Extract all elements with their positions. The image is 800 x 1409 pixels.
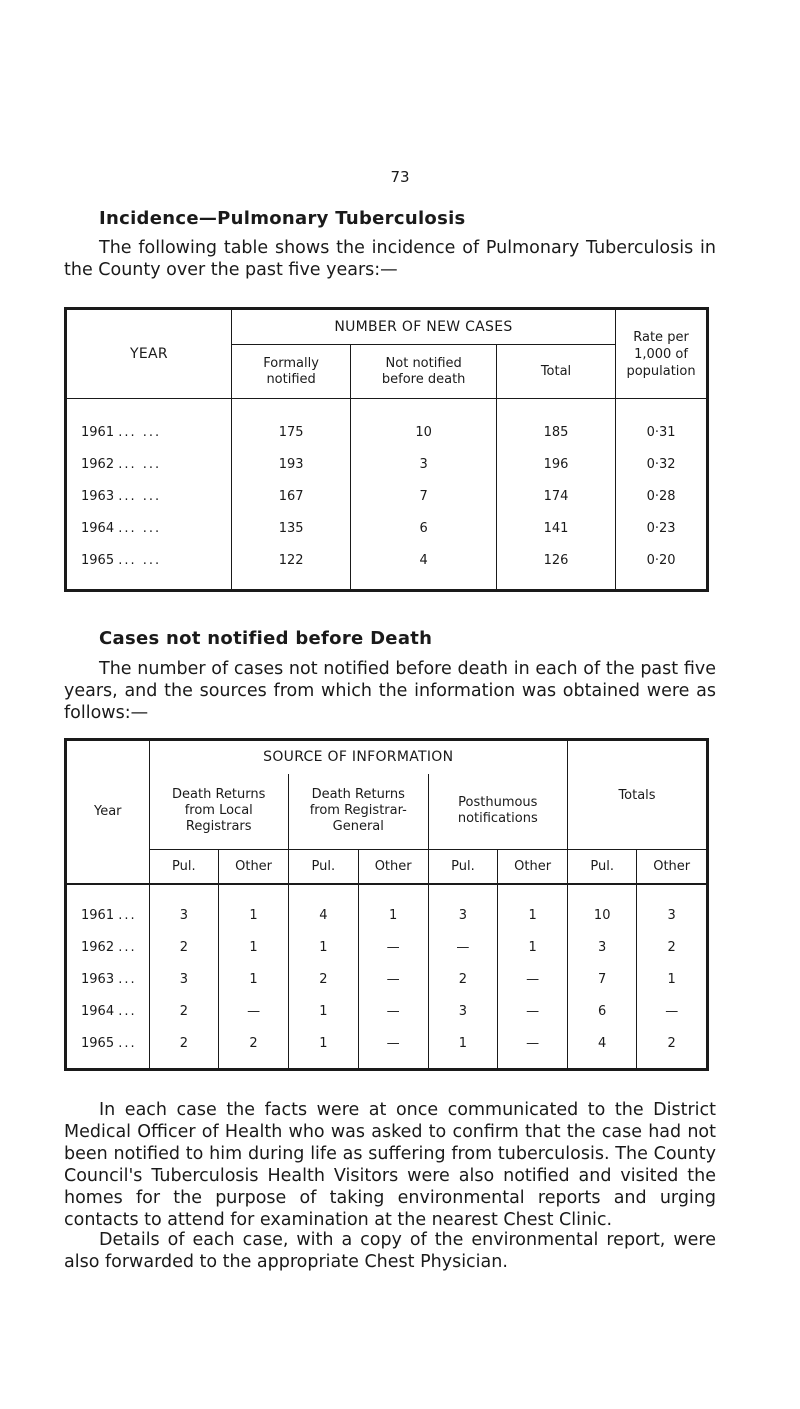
col-header-new-cases: NUMBER OF NEW CASES bbox=[231, 309, 615, 345]
page-number: 73 bbox=[390, 168, 410, 186]
table-row: 1964 ... 2 — 1 — 3 — 6 — bbox=[66, 996, 708, 1028]
table-row: 1964 ... ... 135 6 141 0·23 bbox=[66, 513, 708, 545]
closing-paragraph-1: In each case the facts were at once communicated to the District Medical Officer of Health who was asked to confirm that the case had not been notified to him during life as suffering from tuberculosis. The County Council's Tuberculosis Health Visitors were also notified and visited the homes for the purpose of taking environmental reports and urging contacts to attend for examination at the nearest Chest Clinic. bbox=[64, 1100, 716, 1230]
sub-header-pul: Pul. bbox=[149, 850, 219, 884]
sub-header-other: Other bbox=[358, 850, 428, 884]
col-header-posthumous: Posthumous notifications bbox=[428, 774, 567, 850]
table-row: 1963 ... 3 1 2 — 2 — 7 1 bbox=[66, 964, 708, 996]
source-table bbox=[64, 738, 709, 1071]
col-header-totals: Totals bbox=[568, 740, 708, 850]
col-header-total: Total bbox=[496, 345, 615, 399]
sub-header-other: Other bbox=[498, 850, 568, 884]
table-row: 1963 ... ... 167 7 174 0·28 bbox=[66, 481, 708, 513]
closing-paragraph-2: Details of each case, with a copy of the environmental report, were also forwarded to the appropriate Chest Physician. bbox=[64, 1230, 716, 1272]
col-header-rate: Rate per 1,000 of population bbox=[616, 309, 708, 399]
table-row: 1961 ... ... 175 10 185 0·31 bbox=[66, 417, 708, 449]
table-row: 1965 ... 2 2 1 — 1 — 4 2 bbox=[66, 1028, 708, 1060]
table-row: 1962 ... 2 1 1 — — 1 3 2 bbox=[66, 932, 708, 964]
col-header-source: SOURCE OF INFORMATION bbox=[149, 740, 568, 774]
col-header-year: YEAR bbox=[66, 309, 232, 399]
sub-header-pul: Pul. bbox=[288, 850, 358, 884]
col-header-local-registrars: Death Returns from Local Registrars bbox=[149, 774, 288, 850]
sub-header-other: Other bbox=[219, 850, 289, 884]
incidence-intro: The following table shows the incidence of Pulmonary Tuberculosis in the County over the past five years:— bbox=[64, 238, 716, 280]
sub-header-other: Other bbox=[637, 850, 708, 884]
col-header-year: Year bbox=[66, 740, 150, 884]
col-header-registrar-general: Death Returns from Registrar-General bbox=[288, 774, 428, 850]
section-title-not-notified: Cases not notified before Death bbox=[99, 628, 433, 649]
incidence-table bbox=[64, 307, 709, 592]
table-row: 1961 ... 3 1 4 1 3 1 10 3 bbox=[66, 900, 708, 932]
col-header-formally: Formally notified bbox=[231, 345, 351, 399]
col-header-not-notified: Not notified before death bbox=[351, 345, 497, 399]
sub-header-pul: Pul. bbox=[428, 850, 498, 884]
section-title-incidence: Incidence—Pulmonary Tuberculosis bbox=[99, 208, 466, 229]
table-row: 1962 ... ... 193 3 196 0·32 bbox=[66, 449, 708, 481]
not-notified-intro: The number of cases not notified before death in each of the past five years, and the sources from which the information was obtained were as follows:— bbox=[64, 659, 716, 723]
table-row: 1965 ... ... 122 4 126 0·20 bbox=[66, 545, 708, 577]
sub-header-pul: Pul. bbox=[568, 850, 637, 884]
